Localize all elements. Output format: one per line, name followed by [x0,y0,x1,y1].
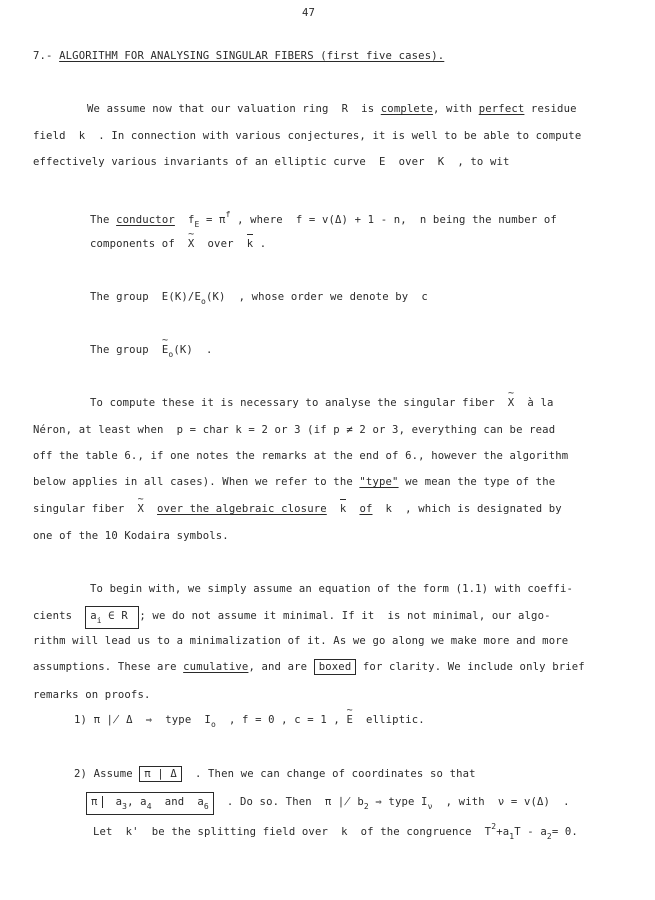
step2-line2: π $a_3$, $a_4$ and $a_6$ . Do so. Then π ∤ $b_2$ ⇒ type $I_\nu$ , with ν = v(Δ) . [86,795,570,814]
para3-line2: cients $a_i$ ∈ R ; we do not assume it minimal. If it is not minimal, our algo- [33,609,551,628]
section-heading [33,49,444,63]
word-type: "type" [359,476,399,488]
x-tilde: ~ X [188,237,195,251]
k-bar: k [246,238,254,250]
para3-line5: remarks on proofs. [33,689,151,701]
step1-line: 1) π ∤ Δ ⇒ type $I_o$ , f = 0 , c = 1 , ~ E elliptic. [74,713,425,732]
boxed-pi-divides-a346: π $a_3$, $a_4$ and $a_6$ [86,792,214,815]
section-number: 7.- [33,50,53,62]
word-cumulative: cumulative [183,661,249,673]
word-conductor: conductor [116,214,175,226]
phrase-algebraic-closure: over the algebraic closure [157,503,327,515]
word-of: of [359,503,373,515]
word-perfect: perfect [478,103,525,115]
conductor-line1: The conductor $f_E = \pi^f$ , where f = v(Δ) + 1 - n, n being the number of [90,210,557,229]
para3-line3: rithm will lead us to a minimalization of it. As we go along we make more and more [33,635,569,647]
conductor-line2: components of ~ X over k . [90,237,266,251]
word-complete: complete [380,103,433,115]
para2-line1: To compute these it is necessary to analyse the singular fiber ~ X à la [90,396,554,410]
boxed-coefficients: $a_i$ ∈ R [85,606,139,629]
para2-line3: off the table 6., if one notes the remarks at the end of 6., however the algorithm [33,450,569,462]
para2-line5: singular fiber ~ X over the algebraic closure k of k , which is designated by [33,502,562,516]
para1-line2: field k . In connection with various conjectures, it is well to be able to compute [33,130,582,142]
para3-line4: assumptions. These are cumulative, and are boxed for clarity. We include only brief [33,661,585,673]
para2-line6: one of the 10 Kodaira symbols. [33,530,229,542]
e-tilde: ~ E [162,343,169,357]
page-number: 47 [302,7,316,19]
group2-item: The group ~ $E_o(K)$ . [90,343,212,362]
group-item: The group $E(K)/E_o(K)$ , whose order we denote by c [90,291,428,306]
step2-line1: 2) Assume π | Δ . Then we can change of coordinates so that [74,768,476,780]
para1-line3: effectively various invariants of an elliptic curve E over K , to wit [33,156,510,168]
word-boxed: boxed [314,659,357,675]
para2-line4: below applies in all cases). When we refer to the "type" we mean the type of the [33,476,556,488]
step2-line3: Let k' be the splitting field over k of the congruence $T^2+a_1T - a_2= 0$. [93,822,578,841]
para1-line1: We assume now that our valuation ring R is complete, with perfect residue [87,103,577,115]
boxed-pi-divides-delta: π | Δ [139,766,182,782]
section-title: ALGORITHM FOR ANALYSING SINGULAR FIBERS (first five cases). [59,50,445,62]
para3-line1: To begin with, we simply assume an equation of the form (1.1) with coeffi- [90,583,574,595]
para2-line2: Néron, at least when p = char k = 2 or 3 (if p ≠ 2 or 3, everything can be read [33,424,556,436]
